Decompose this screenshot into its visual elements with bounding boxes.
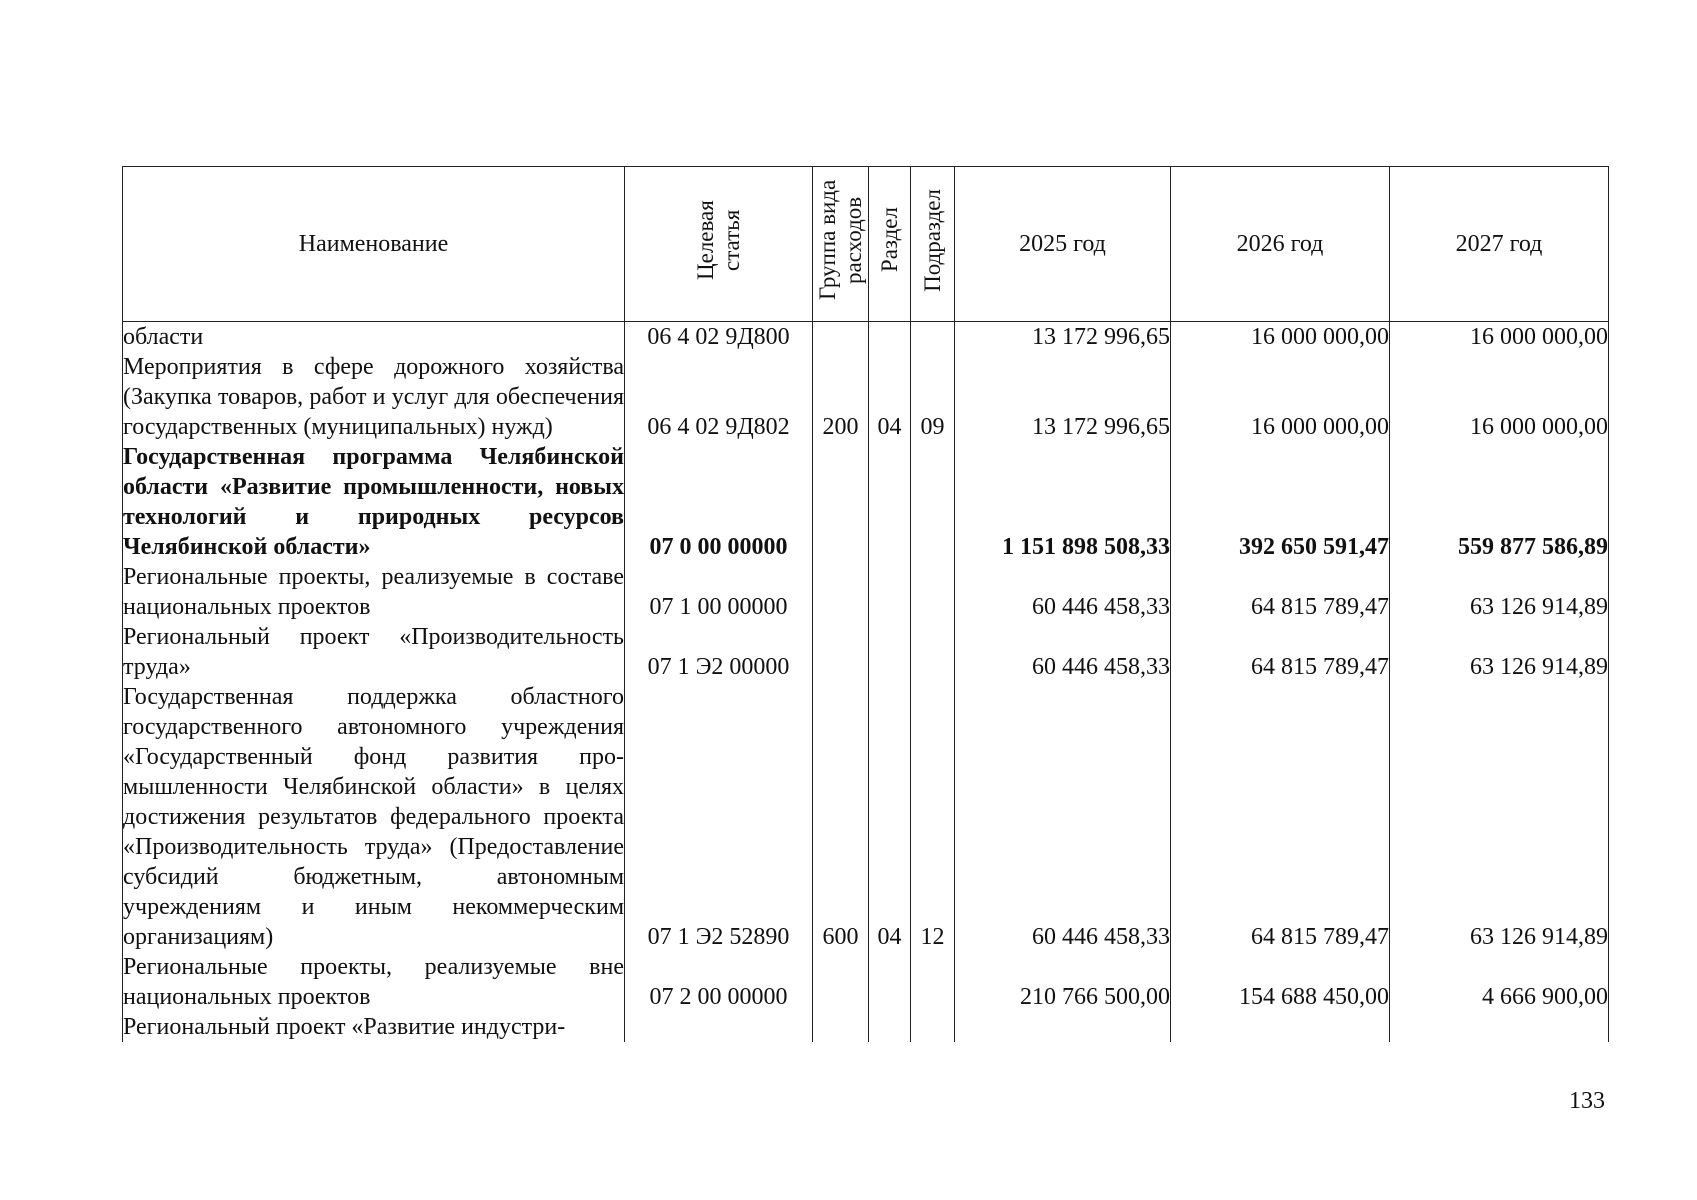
- table-row: [123, 952, 1609, 1012]
- row-section: [869, 322, 911, 353]
- header-subsection: Подраздел: [911, 167, 955, 322]
- header-year-2025: 2025 год: [955, 167, 1171, 322]
- row-value-2026: [1171, 1012, 1390, 1042]
- table-row: [123, 562, 1609, 622]
- row-subsection: [911, 562, 955, 622]
- row-subsection: [911, 952, 955, 1012]
- header-section: Раздел: [869, 167, 911, 322]
- table-row: [123, 322, 1609, 353]
- row-group: [813, 1012, 869, 1042]
- row-subsection: 12: [911, 682, 955, 952]
- header-target-article: Целевая статья: [625, 167, 813, 322]
- row-group: [813, 562, 869, 622]
- row-value-2027: 63 126 914,89: [1390, 562, 1609, 622]
- header-name: Наименование: [123, 167, 625, 322]
- row-section: 04: [869, 352, 911, 442]
- row-code: 07 1 Э2 00000: [625, 622, 813, 682]
- row-name: Региональные проекты, реализуемые в составе национальных проектов: [123, 564, 624, 620]
- row-subsection: [911, 622, 955, 682]
- row-code: 07 1 00 00000: [625, 562, 813, 622]
- row-group: 200: [813, 352, 869, 442]
- row-value-2025: 60 446 458,33: [955, 682, 1171, 952]
- row-value-2027: 63 126 914,89: [1390, 682, 1609, 952]
- row-value-2027: 559 877 586,89: [1390, 442, 1609, 562]
- row-value-2026: 64 815 789,47: [1171, 562, 1390, 622]
- row-code: [625, 1012, 813, 1042]
- table-row: [123, 622, 1609, 682]
- table-row: [123, 352, 1609, 442]
- row-subsection: 09: [911, 352, 955, 442]
- row-section: [869, 442, 911, 562]
- row-section: [869, 562, 911, 622]
- row-subsection: [911, 1012, 955, 1042]
- row-value-2026: 64 815 789,47: [1171, 622, 1390, 682]
- row-value-2025: 13 172 996,65: [955, 322, 1171, 353]
- row-value-2025: 60 446 458,33: [955, 562, 1171, 622]
- row-value-2027: 4 666 900,00: [1390, 952, 1609, 1012]
- row-value-2025: 13 172 996,65: [955, 352, 1171, 442]
- header-year-2027: 2027 год: [1390, 167, 1609, 322]
- row-name: Региональный проект «Развитие индустри-: [123, 1012, 625, 1042]
- row-group: [813, 322, 869, 353]
- row-code: 07 2 00 00000: [625, 952, 813, 1012]
- page-number: 133: [1569, 1088, 1605, 1114]
- budget-table: [122, 166, 1609, 1042]
- row-code: 06 4 02 9Д802: [625, 352, 813, 442]
- row-section: [869, 1012, 911, 1042]
- row-code: 06 4 02 9Д800: [625, 322, 813, 353]
- row-group: [813, 442, 869, 562]
- row-value-2026: 64 815 789,47: [1171, 682, 1390, 952]
- row-value-2027: 16 000 000,00: [1390, 322, 1609, 353]
- table-header-row: [123, 167, 1609, 322]
- row-name: области: [123, 322, 625, 353]
- table-row: [123, 442, 1609, 562]
- header-expense-group: Группа вида расходов: [813, 167, 869, 322]
- budget-table-sheet: [122, 166, 1608, 1063]
- row-section: [869, 952, 911, 1012]
- table-row: [123, 1012, 1609, 1042]
- row-name: Мероприятия в сфере дорожного хозяйства (Закупка товаров, работ и услуг для обеспечения государственных (муниципальных) нужд): [123, 354, 624, 440]
- row-name: Государственная поддержка областного государственного автономного учреждения «Государственный фонд развития промышленности Челябинской области» в целях достижения результатов федерального проекта «Производительность труда» (Предоставление субсидий бюджетным, автономным учреждениям и иным некоммерческим организациям): [123, 684, 624, 950]
- row-subsection: [911, 322, 955, 353]
- row-group: [813, 952, 869, 1012]
- row-group: 600: [813, 682, 869, 952]
- row-name: Государственная программа Челябинской области «Развитие промышленности, новых технологий и природных ресурсов Челябинской области»: [123, 444, 624, 560]
- row-value-2025: 1 151 898 508,33: [955, 442, 1171, 562]
- row-value-2025: 210 766 500,00: [955, 952, 1171, 1012]
- header-year-2026: 2026 год: [1171, 167, 1390, 322]
- row-value-2027: [1390, 1012, 1609, 1042]
- table-row: [123, 682, 1609, 952]
- row-code: 07 0 00 00000: [625, 442, 813, 562]
- row-value-2026: 16 000 000,00: [1171, 352, 1390, 442]
- row-subsection: [911, 442, 955, 562]
- row-value-2025: 60 446 458,33: [955, 622, 1171, 682]
- row-section: 04: [869, 682, 911, 952]
- row-group: [813, 622, 869, 682]
- row-value-2026: 392 650 591,47: [1171, 442, 1390, 562]
- row-value-2027: 16 000 000,00: [1390, 352, 1609, 442]
- row-name: Региональные проекты, реализуемые вне национальных проектов: [123, 954, 624, 1010]
- row-value-2025: [955, 1012, 1171, 1042]
- row-value-2026: 16 000 000,00: [1171, 322, 1390, 353]
- row-name: Региональный проект «Производительность труда»: [123, 624, 624, 680]
- row-value-2026: 154 688 450,00: [1171, 952, 1390, 1012]
- row-section: [869, 622, 911, 682]
- row-code: 07 1 Э2 52890: [625, 682, 813, 952]
- row-value-2027: 63 126 914,89: [1390, 622, 1609, 682]
